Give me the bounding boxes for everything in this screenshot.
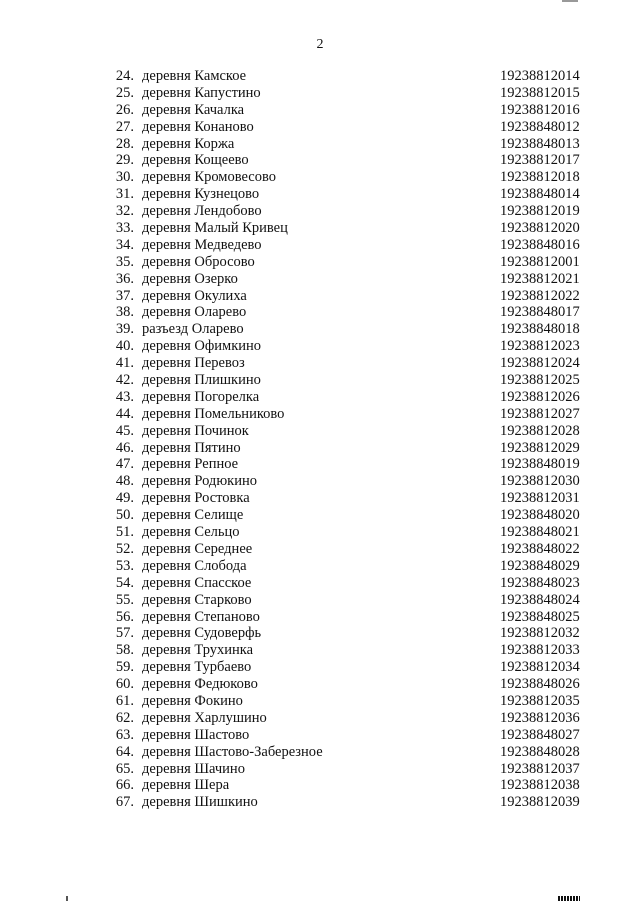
settlement-name: деревня Шишкино: [142, 794, 258, 811]
list-item: [104, 338, 594, 355]
oktmo-code: 19238848017: [500, 304, 580, 321]
scan-barcode-mark: [558, 896, 580, 901]
item-number: 48.: [115, 473, 134, 490]
settlement-name: деревня Федюково: [142, 676, 258, 693]
settlement-name: деревня Репное: [142, 456, 239, 473]
settlement-name: деревня Малый Кривец: [142, 220, 288, 237]
item-number: 61.: [115, 692, 134, 709]
item-number: 36.: [115, 270, 134, 287]
item-number: 37.: [115, 287, 134, 304]
oktmo-code: 19238812031: [500, 490, 580, 507]
oktmo-code: 19238848028: [500, 743, 580, 760]
scan-mark-top: [562, 0, 578, 2]
list-item: [104, 389, 594, 406]
settlement-name: деревня Селище: [142, 507, 244, 524]
oktmo-code: 19238812016: [500, 101, 580, 118]
oktmo-code: 19238848022: [500, 540, 580, 557]
oktmo-code: 19238812030: [500, 473, 580, 490]
list-item: [104, 592, 594, 609]
oktmo-code: 19238812036: [500, 709, 580, 726]
oktmo-code: 19238848016: [500, 236, 580, 253]
settlement-name: деревня Погорелка: [142, 388, 260, 405]
item-number: 35.: [115, 253, 134, 270]
list-item: [104, 321, 594, 338]
oktmo-code: 19238848021: [500, 524, 580, 541]
oktmo-code: 19238848019: [500, 456, 580, 473]
settlement-name: деревня Плишкино: [142, 372, 261, 389]
item-number: 39.: [115, 321, 134, 338]
item-number: 29.: [115, 152, 134, 169]
oktmo-code: 19238848023: [500, 574, 580, 591]
settlement-name: деревня Оларево: [142, 304, 247, 321]
settlement-name: деревня Шачино: [142, 760, 245, 777]
settlement-name: деревня Трухинка: [142, 642, 254, 659]
item-number: 57.: [115, 625, 134, 642]
settlement-name: деревня Середнее: [142, 540, 253, 557]
item-number: 52.: [115, 540, 134, 557]
list-item: [104, 558, 594, 575]
oktmo-code: 19238812026: [500, 388, 580, 405]
oktmo-code: 19238812019: [500, 203, 580, 220]
item-number: 65.: [115, 760, 134, 777]
settlement-name: деревня Кузнецово: [142, 186, 260, 203]
item-number: 40.: [115, 338, 134, 355]
item-number: 25.: [115, 84, 134, 101]
list-item: [104, 288, 594, 305]
list-item: [104, 220, 594, 237]
list-item: [104, 85, 594, 102]
list-item: [104, 744, 594, 761]
list-item: [104, 794, 594, 811]
settlement-name: деревня Судоверфь: [142, 625, 262, 642]
settlement-list: [104, 68, 594, 811]
item-number: 66.: [115, 777, 134, 794]
oktmo-code: 19238848020: [500, 507, 580, 524]
list-item: [104, 625, 594, 642]
oktmo-code: 19238812029: [500, 439, 580, 456]
list-item: [104, 524, 594, 541]
list-item: [104, 659, 594, 676]
item-number: 56.: [115, 608, 134, 625]
item-number: 26.: [115, 101, 134, 118]
settlement-name: деревня Спасское: [142, 574, 252, 591]
oktmo-code: 19238812033: [500, 642, 580, 659]
list-item: [104, 152, 594, 169]
oktmo-code: 19238812018: [500, 169, 580, 186]
oktmo-code: 19238848026: [500, 676, 580, 693]
list-item: [104, 203, 594, 220]
item-number: 32.: [115, 203, 134, 220]
oktmo-code: 19238812039: [500, 794, 580, 811]
settlement-name: деревня Родюкино: [142, 473, 257, 490]
settlement-name: деревня Медведево: [142, 236, 262, 253]
item-number: 51.: [115, 524, 134, 541]
list-item: [104, 423, 594, 440]
oktmo-code: 19238812032: [500, 625, 580, 642]
list-item: [104, 406, 594, 423]
oktmo-code: 19238848024: [500, 591, 580, 608]
settlement-name: деревня Офимкино: [142, 338, 262, 355]
oktmo-code: 19238812028: [500, 422, 580, 439]
settlement-name: деревня Окулиха: [142, 287, 247, 304]
list-item: [104, 777, 594, 794]
oktmo-code: 19238812027: [500, 405, 580, 422]
list-item: [104, 676, 594, 693]
item-number: 24.: [115, 68, 134, 84]
oktmo-code: 19238848012: [500, 118, 580, 135]
settlement-name: деревня Пятино: [142, 439, 241, 456]
list-item: [104, 575, 594, 592]
list-item: [104, 609, 594, 626]
list-item: [104, 355, 594, 372]
item-number: 60.: [115, 676, 134, 693]
settlement-name: деревня Харлушино: [142, 709, 267, 726]
item-number: 44.: [115, 405, 134, 422]
oktmo-code: 19238848014: [500, 186, 580, 203]
item-number: 50.: [115, 507, 134, 524]
list-item: [104, 456, 594, 473]
item-number: 31.: [115, 186, 134, 203]
item-number: 59.: [115, 659, 134, 676]
list-item: [104, 490, 594, 507]
settlement-name: деревня Шера: [142, 777, 230, 794]
oktmo-code: 19238848013: [500, 135, 580, 152]
list-item: [104, 237, 594, 254]
settlement-name: деревня Кощеево: [142, 152, 249, 169]
settlement-name: деревня Починок: [142, 422, 249, 439]
list-item: [104, 136, 594, 153]
settlement-name: деревня Фокино: [142, 692, 243, 709]
oktmo-code: 19238812015: [500, 84, 580, 101]
settlement-name: деревня Степаново: [142, 608, 260, 625]
list-item: [104, 254, 594, 271]
settlement-name: деревня Слобода: [142, 557, 247, 574]
settlement-name: деревня Обросово: [142, 253, 255, 270]
oktmo-code: 19238812014: [500, 68, 580, 84]
item-number: 49.: [115, 490, 134, 507]
list-item: [104, 761, 594, 778]
settlement-name: деревня Кромовесово: [142, 169, 276, 186]
settlement-name: деревня Шастово: [142, 726, 250, 743]
list-item: [104, 507, 594, 524]
settlement-name: деревня Сельцо: [142, 524, 240, 541]
oktmo-code: 19238812023: [500, 338, 580, 355]
item-number: 41.: [115, 355, 134, 372]
oktmo-code: 19238848027: [500, 726, 580, 743]
item-number: 47.: [115, 456, 134, 473]
item-number: 54.: [115, 574, 134, 591]
list-item: [104, 693, 594, 710]
settlement-name: деревня Качалка: [142, 101, 245, 118]
list-item: [104, 271, 594, 288]
oktmo-code: 19238812020: [500, 220, 580, 237]
item-number: 63.: [115, 726, 134, 743]
item-number: 34.: [115, 236, 134, 253]
oktmo-code: 19238812038: [500, 777, 580, 794]
list-item: [104, 440, 594, 457]
list-item: [104, 169, 594, 186]
settlement-name: деревня Капустино: [142, 84, 261, 101]
oktmo-code: 19238812037: [500, 760, 580, 777]
item-number: 58.: [115, 642, 134, 659]
item-number: 33.: [115, 220, 134, 237]
item-number: 55.: [115, 591, 134, 608]
list-item: [104, 68, 594, 85]
item-number: 30.: [115, 169, 134, 186]
oktmo-code: 19238812001: [500, 253, 580, 270]
oktmo-code: 19238848029: [500, 557, 580, 574]
item-number: 43.: [115, 388, 134, 405]
settlement-name: деревня Старково: [142, 591, 252, 608]
settlement-name: деревня Помельниково: [142, 405, 285, 422]
oktmo-code: 19238812024: [500, 355, 580, 372]
settlement-name: деревня Ростовка: [142, 490, 250, 507]
item-number: 45.: [115, 422, 134, 439]
oktmo-code: 19238812034: [500, 659, 580, 676]
scan-mark-bottom-left: [66, 896, 68, 901]
settlement-name: деревня Турбаево: [142, 659, 252, 676]
item-number: 67.: [115, 794, 134, 811]
oktmo-code: 19238812021: [500, 270, 580, 287]
settlement-name: деревня Камское: [142, 68, 247, 84]
list-item: [104, 304, 594, 321]
settlement-name: деревня Коржа: [142, 135, 235, 152]
list-item: [104, 710, 594, 727]
item-number: 38.: [115, 304, 134, 321]
list-item: [104, 473, 594, 490]
item-number: 28.: [115, 135, 134, 152]
list-item: [104, 642, 594, 659]
list-item: [104, 372, 594, 389]
settlement-name: деревня Лендобово: [142, 203, 262, 220]
item-number: 46.: [115, 439, 134, 456]
list-item: [104, 119, 594, 136]
oktmo-code: 19238812017: [500, 152, 580, 169]
settlement-name: деревня Шастово-Заберезное: [142, 743, 323, 760]
settlement-name: деревня Перевоз: [142, 355, 245, 372]
list-item: [104, 186, 594, 203]
settlement-name: деревня Конаново: [142, 118, 254, 135]
page-number: 2: [316, 37, 324, 52]
item-number: 27.: [115, 118, 134, 135]
item-number: 64.: [115, 743, 134, 760]
settlement-name: разъезд Оларево: [142, 321, 244, 338]
item-number: 62.: [115, 709, 134, 726]
list-item: [104, 102, 594, 119]
oktmo-code: 19238812025: [500, 372, 580, 389]
list-item: [104, 541, 594, 558]
oktmo-code: 19238812022: [500, 287, 580, 304]
settlement-name: деревня Озерко: [142, 270, 238, 287]
list-item: [104, 727, 594, 744]
item-number: 53.: [115, 557, 134, 574]
oktmo-code: 19238848025: [500, 608, 580, 625]
oktmo-code: 19238812035: [500, 692, 580, 709]
item-number: 42.: [115, 372, 134, 389]
oktmo-code: 19238848018: [500, 321, 580, 338]
